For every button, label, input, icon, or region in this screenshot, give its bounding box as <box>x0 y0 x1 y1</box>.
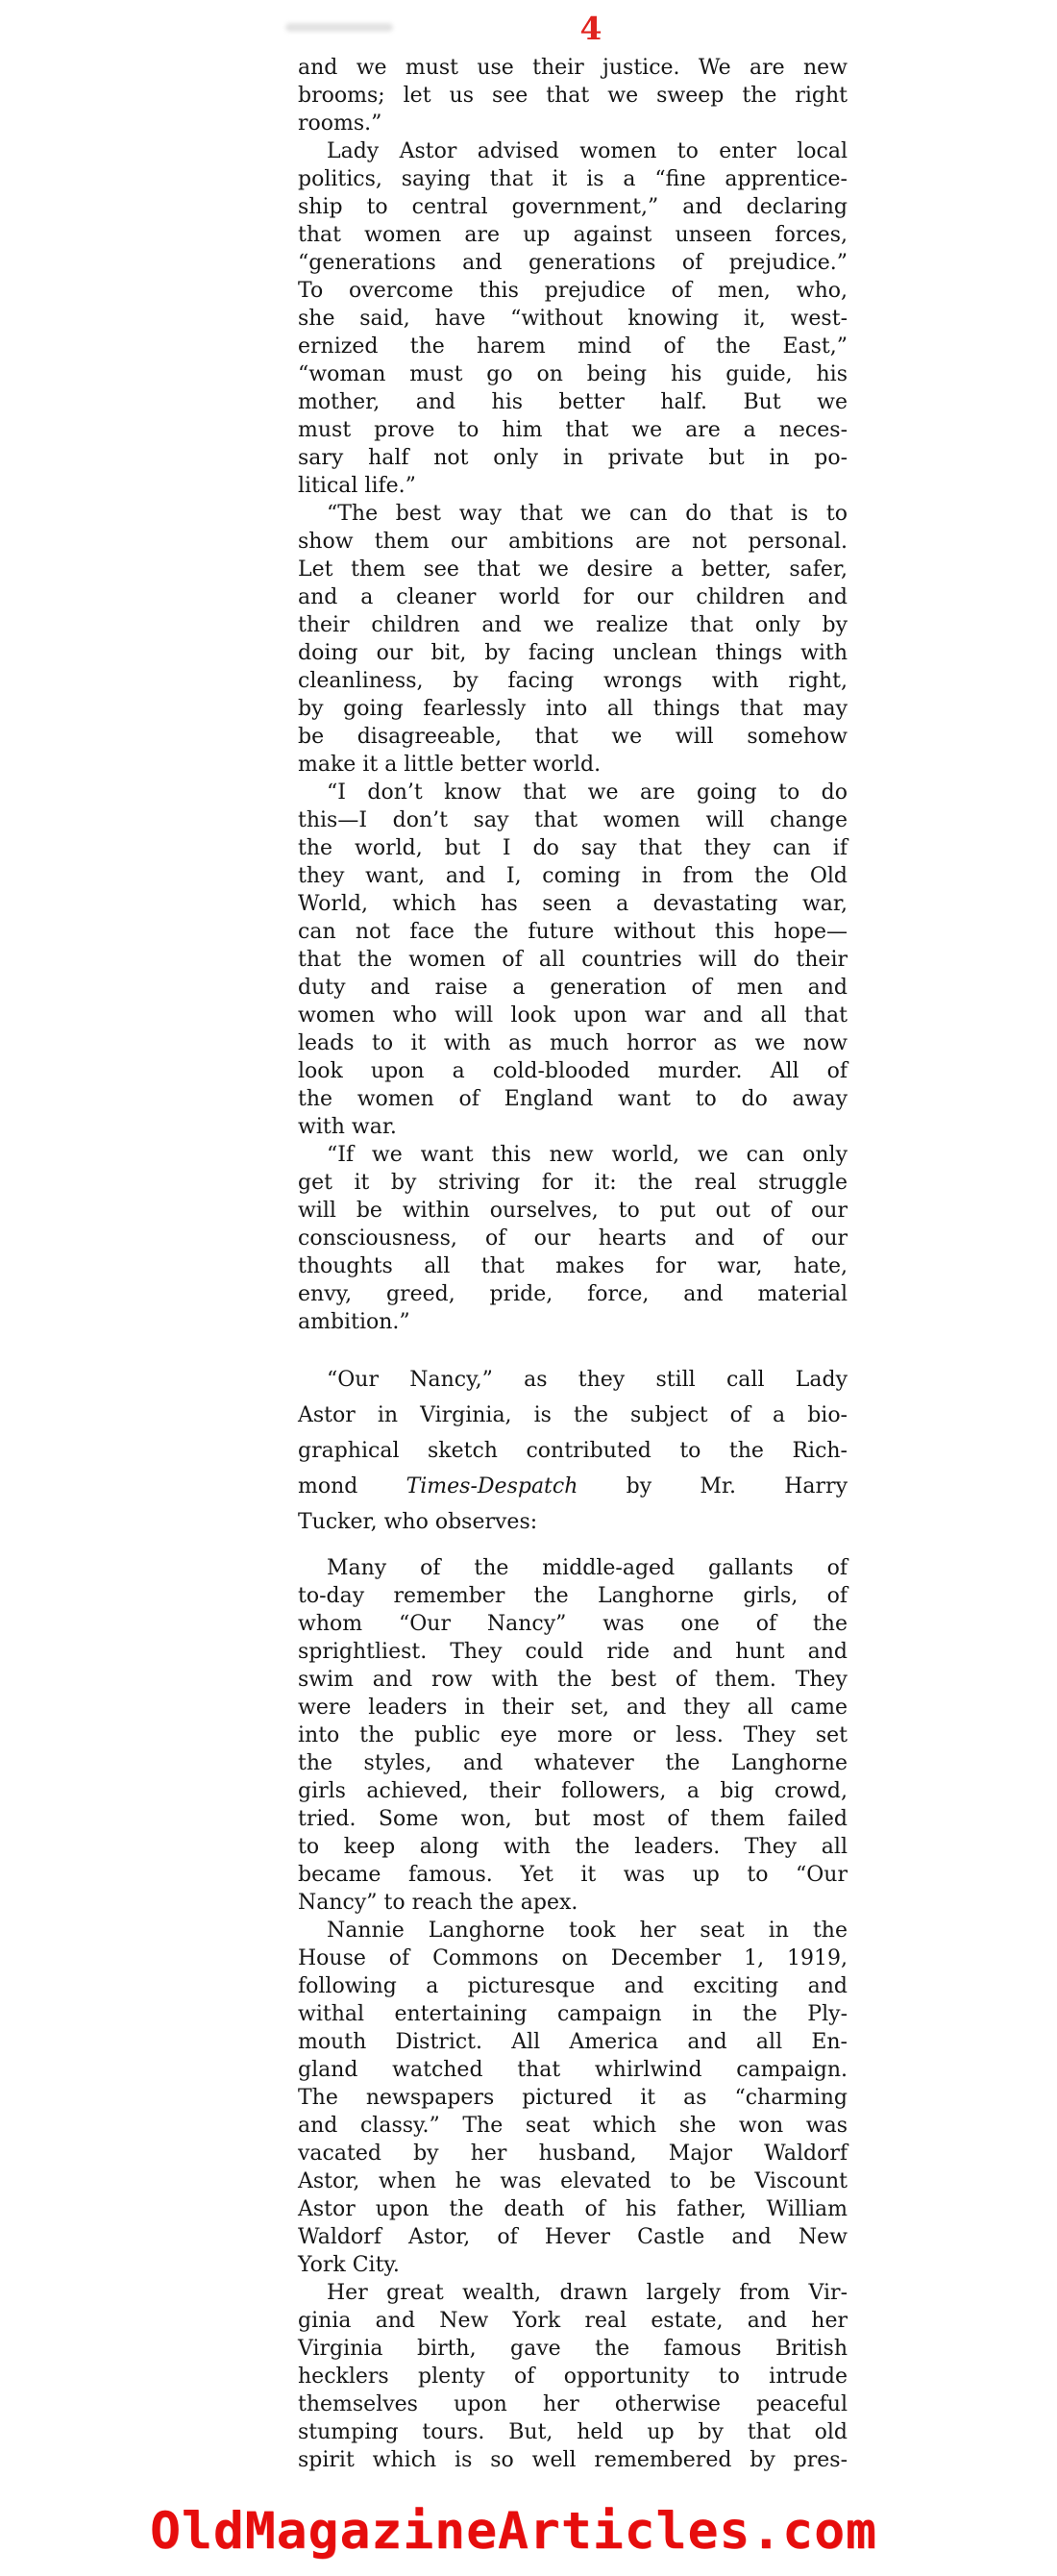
text-line: Nannie Langhorne took her seat in the <box>327 1919 848 1943</box>
page-number: 4 <box>579 10 602 47</box>
text-line: must prove to him that we are a neces- <box>298 418 848 442</box>
article-body <box>298 54 848 2474</box>
text-line: tried. Some won, but most of them failed <box>298 1807 848 1831</box>
text-line: that women are up against unseen forces, <box>298 223 848 247</box>
text-line: and a cleaner world for our children and <box>298 585 848 609</box>
text-line: get it by striving for it: the real struggle <box>298 1171 848 1195</box>
text-line: and classy.” The seat which she won was <box>298 2114 848 2138</box>
text-line: “I don’t know that we are going to do <box>327 780 848 805</box>
text-line: the styles, and whatever the Langhorne <box>298 1751 848 1775</box>
text-line: brooms; let us see that we sweep the right <box>298 84 848 108</box>
text-line: that the women of all countries will do their <box>298 948 848 972</box>
text-line: and we must use their justice. We are new <box>298 56 848 80</box>
text-line: stumping tours. But, held up by that old <box>298 2420 848 2444</box>
text-line: litical life.” <box>298 474 416 498</box>
text-line: women who will look upon war and all that <box>298 1003 848 1028</box>
text-line: Many of the middle-aged gallants of <box>327 1556 848 1580</box>
text-line: to keep along with the leaders. They all <box>298 1835 848 1859</box>
text-line: she said, have “without knowing it, west- <box>298 307 848 331</box>
text-line: thoughts all that makes for war, hate, <box>298 1254 848 1278</box>
text-line: Tucker, who observes: <box>298 1510 538 1534</box>
text-line: ambition.” <box>298 1310 410 1334</box>
text-line: “generations and generations of prejudice.” <box>298 251 848 275</box>
text-line: “Our Nancy,” as they still call Lady <box>327 1368 848 1392</box>
text-line: Let them see that we desire a better, safer, <box>298 557 848 582</box>
text-line: cleanliness, by facing wrongs with right, <box>298 669 848 693</box>
text-line: ernized the harem mind of the East,” <box>298 334 848 359</box>
text-line: by going fearlessly into all things that may <box>298 697 848 721</box>
paragraph <box>298 1554 848 1917</box>
text-line: World, which has seen a devastating war, <box>298 892 848 916</box>
text-segment: mond <box>298 1474 406 1499</box>
text-line: Nancy” to reach the apex. <box>298 1891 578 1915</box>
text-line: spirit which is so well remembered by pres- <box>298 2448 848 2472</box>
text-line: look upon a cold-blooded murder. All of <box>298 1059 848 1083</box>
text-line: their children and we realize that only by <box>298 613 848 637</box>
text-line: ship to central government,” and declaring <box>298 195 848 219</box>
paragraph <box>298 54 848 137</box>
text-line: consciousness, of our hearts and of our <box>298 1226 848 1251</box>
text-line: duty and raise a generation of men and <box>298 976 848 1000</box>
text-line: “If we want this new world, we can only <box>327 1143 848 1167</box>
text-line: Her great wealth, drawn largely from Vir- <box>327 2281 848 2305</box>
text-line: doing our bit, by facing unclean things with <box>298 641 848 665</box>
text-line: rooms.” <box>298 111 382 136</box>
text-line: the women of England want to do away <box>298 1087 848 1111</box>
text-segment: by Mr. Harry <box>578 1474 848 1499</box>
paragraph <box>298 500 848 779</box>
text-line: Virginia birth, gave the famous British <box>298 2337 848 2361</box>
watermark-url: OldMagazineArticles.com <box>150 2502 877 2561</box>
text-line: leads to it with as much horror as we now <box>298 1031 848 1055</box>
italic-publication-name: Times-Despatch <box>406 1474 578 1499</box>
text-line: make it a little better world. <box>298 753 602 777</box>
text-line: the world, but I do say that they can if <box>298 836 848 860</box>
text-line: themselves upon her otherwise peaceful <box>298 2392 848 2416</box>
paragraph <box>298 2279 848 2474</box>
text-line: became famous. Yet it was up to “Our <box>298 1863 848 1887</box>
text-line: swim and row with the best of them. They <box>298 1668 848 1692</box>
text-line: York City. <box>298 2253 400 2277</box>
text-line: whom “Our Nancy” was one of the <box>298 1612 848 1636</box>
text-line: The newspapers pictured it as “charming <box>298 2086 848 2110</box>
text-line: girls achieved, their followers, a big crowd, <box>298 1779 848 1803</box>
text-line: Astor, when he was elevated to be Viscount <box>298 2169 848 2193</box>
text-line: with war. <box>298 1115 397 1139</box>
text-line: “woman must go on being his guide, his <box>298 362 848 386</box>
text-line: mother, and his better half. But we <box>298 390 848 414</box>
text-line: will be within ourselves, to put out of our <box>298 1199 848 1223</box>
paragraph <box>298 1362 848 1540</box>
text-line: gland watched that whirlwind campaign. <box>298 2058 848 2082</box>
text-line: “The best way that we can do that is to <box>327 502 848 526</box>
text-line: into the public eye more or less. They set <box>298 1723 848 1747</box>
text-line: Lady Astor advised women to enter local <box>327 139 848 163</box>
text-line: were leaders in their set, and they all came <box>298 1696 848 1720</box>
text-line: graphical sketch contributed to the Rich- <box>298 1439 848 1463</box>
text-line: envy, greed, pride, force, and material <box>298 1282 848 1306</box>
text-line: sprightliest. They could ride and hunt and <box>298 1640 848 1664</box>
text-line: to-day remember the Langhorne girls, of <box>298 1584 848 1608</box>
text-line: mouth District. All America and all En- <box>298 2030 848 2054</box>
text-line: this—I don’t say that women will change <box>298 808 848 832</box>
text-line: To overcome this prejudice of men, who, <box>298 279 848 303</box>
text-line: they want, and I, coming in from the Old <box>298 864 848 888</box>
text-line: Astor in Virginia, is the subject of a bio- <box>298 1403 848 1427</box>
text-line: be disagreeable, that we will somehow <box>298 725 848 749</box>
text-line: ginia and New York real estate, and her <box>298 2309 848 2333</box>
text-line: vacated by her husband, Major Waldorf <box>298 2142 848 2166</box>
text-line: sary half not only in private but in po- <box>298 446 848 470</box>
text-line: Astor upon the death of his father, William <box>298 2197 848 2221</box>
scan-smudge-artifact <box>285 23 393 32</box>
text-line: following a picturesque and exciting and <box>298 1974 848 1998</box>
paragraph <box>298 779 848 1141</box>
text-line <box>298 1469 848 1504</box>
text-line: Waldorf Astor, of Hever Castle and New <box>298 2225 848 2249</box>
paragraph <box>298 1917 848 2279</box>
text-line: House of Commons on December 1, 1919, <box>298 1946 848 1970</box>
text-line: withal entertaining campaign in the Ply- <box>298 2002 848 2026</box>
paragraph <box>298 1141 848 1336</box>
paragraph <box>298 137 848 500</box>
text-line: hecklers plenty of opportunity to intrude <box>298 2365 848 2389</box>
text-line: politics, saying that it is a “fine apprentice- <box>298 167 848 191</box>
text-line: can not face the future without this hope— <box>298 920 848 944</box>
text-line: show them our ambitions are not personal. <box>298 530 848 554</box>
